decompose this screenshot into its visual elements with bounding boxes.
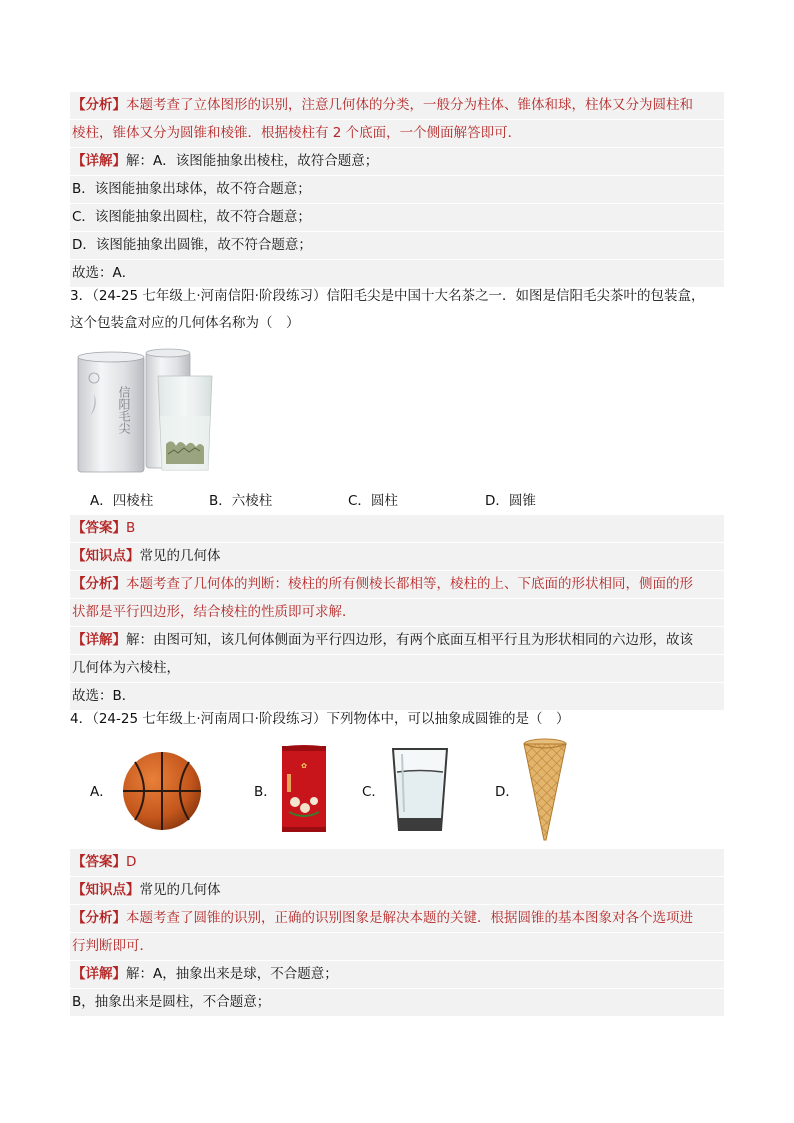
svg-text:✿: ✿ bbox=[301, 762, 307, 770]
q4-option-a[interactable]: A． bbox=[90, 784, 113, 800]
water-glass-image bbox=[390, 746, 450, 834]
q2-detail-line-5: 故选：A． bbox=[72, 265, 136, 281]
q3-answer-line: 【答案】B bbox=[70, 515, 724, 543]
red-tea-can-image bbox=[281, 744, 327, 834]
q3-option-d[interactable]: D．圆锥 bbox=[485, 493, 536, 509]
q3-knowledge-line: 【知识点】常见的几何体 bbox=[70, 543, 724, 571]
q4-option-b[interactable]: B． bbox=[254, 784, 277, 800]
tea-package-image bbox=[74, 346, 224, 476]
q3-stem-line-1: 3．（24-25 七年级上·河南信阳·阶段练习）信阳毛尖是中国十大名茶之一．如图是信阳毛尖茶叶的包装盒， bbox=[70, 288, 705, 304]
q4-analysis-line-1: 【分析】本题考查了圆锥的识别，正确的识别图象是解决本题的关键．根据圆锥的基本图象对各个选项进 bbox=[70, 905, 724, 933]
q2-solution bbox=[70, 92, 724, 287]
q2-detail-line-3: C．该图能抽象出圆柱，故不符合题意； bbox=[70, 204, 724, 232]
cone-icon bbox=[522, 738, 568, 842]
q4-answer-line: 【答案】D bbox=[70, 849, 724, 877]
basketball-icon bbox=[121, 750, 203, 832]
q2-analysis-line-2: 棱柱，锥体又分为圆锥和棱锥．根据棱柱有 2 个底面，一个侧面解答即可． bbox=[70, 120, 724, 148]
q4-knowledge-line: 【知识点】常见的几何体 bbox=[70, 877, 724, 905]
q4-option-c[interactable]: C． bbox=[362, 784, 385, 800]
q3-detail-line-1: 【详解】解：由图可知，该几何体侧面为平行四边形，有两个底面互相平行且为形状相同的六边形，故该 bbox=[70, 627, 724, 655]
q3-solution bbox=[70, 515, 724, 710]
q4-analysis-line-2: 行判断即可． bbox=[70, 933, 724, 961]
q4-solution bbox=[70, 849, 724, 1016]
q4-option-d[interactable]: D． bbox=[495, 784, 519, 800]
q4-detail-line-2: B，抽象出来是圆柱，不合题意； bbox=[72, 994, 271, 1010]
q4-detail-line-1: 【详解】解：A，抽象出来是球，不合题意； bbox=[70, 961, 724, 989]
q2-detail-line-1: 【详解】解：A．该图能抽象出棱柱，故符合题意； bbox=[70, 148, 724, 176]
q3-detail-line-2: 几何体为六棱柱， bbox=[70, 655, 724, 683]
q3-analysis-line-2: 状都是平行四边形，结合棱柱的性质即可求解． bbox=[70, 599, 724, 627]
q3-detail-line-3: 故选：B． bbox=[72, 688, 136, 704]
q3-option-c[interactable]: C．圆柱 bbox=[348, 493, 398, 509]
ice-cream-cone-image bbox=[522, 738, 568, 842]
q2-analysis-line-1: 【分析】本题考查了立体图形的识别，注意几何体的分类，一般分为柱体、锥体和球，柱体又分为圆柱和 bbox=[70, 92, 724, 120]
q3-option-a[interactable]: A．四棱柱 bbox=[90, 493, 154, 509]
q3-options bbox=[90, 488, 690, 515]
q3-option-b[interactable]: B．六棱柱 bbox=[209, 493, 273, 509]
q3-stem-line-2: 这个包装盒对应的几何体名称为（ ） bbox=[70, 315, 300, 331]
q2-detail-line-4: D．该图能抽象出圆锥，故不符合题意； bbox=[70, 232, 724, 260]
q4-stem: 4．（24-25 七年级上·河南周口·阶段练习）下列物体中，可以抽象成圆锥的是（ ） bbox=[70, 711, 570, 727]
q3-analysis-line-1: 【分析】本题考查了几何体的判断：棱柱的所有侧棱长都相等，棱柱的上、下底面的形状相同，侧面的形 bbox=[70, 571, 724, 599]
water-glass-icon bbox=[390, 746, 450, 834]
basketball-image bbox=[121, 750, 203, 832]
can-label: 信阳毛尖 bbox=[117, 386, 131, 434]
tea-cans-illustration bbox=[74, 346, 224, 476]
red-can-icon bbox=[281, 744, 327, 834]
q2-detail-line-2: B．该图能抽象出球体，故不符合题意； bbox=[70, 176, 724, 204]
